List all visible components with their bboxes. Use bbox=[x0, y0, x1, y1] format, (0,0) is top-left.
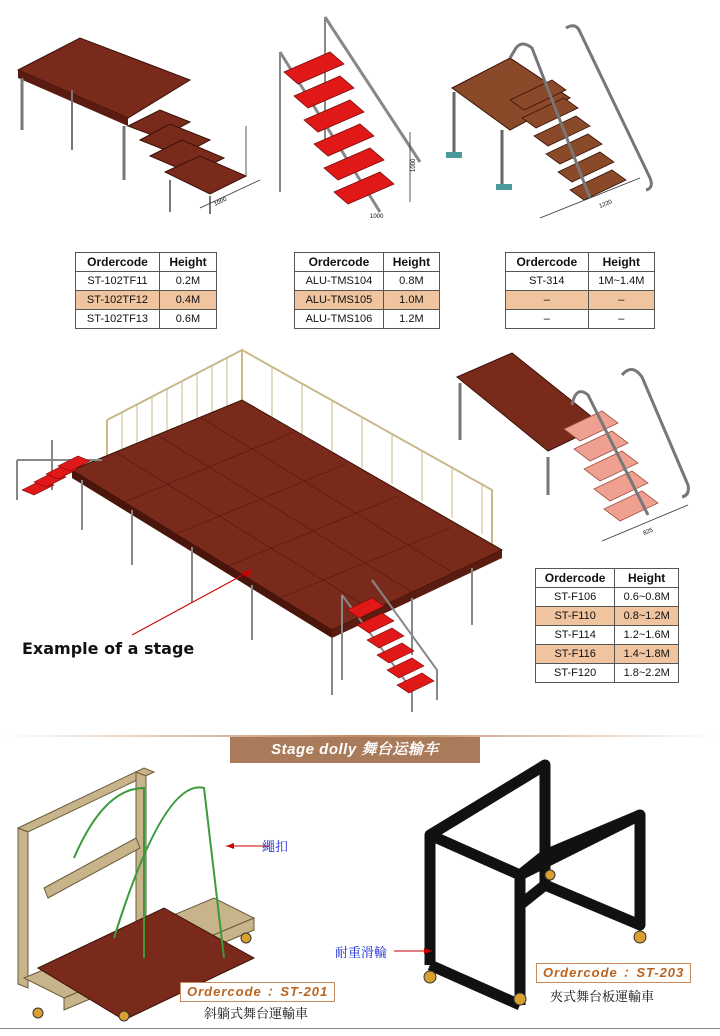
dimension-label: 1000 bbox=[411, 158, 417, 172]
table-cell: 0.2M bbox=[159, 272, 216, 291]
table-cell: ST-102TF11 bbox=[76, 272, 160, 291]
example-stage-illustration bbox=[12, 340, 522, 715]
table-row bbox=[295, 291, 440, 310]
table-row bbox=[536, 645, 679, 664]
red-stair-illustration bbox=[270, 12, 430, 222]
platform-with-steps-illustration bbox=[10, 30, 270, 220]
table-cell: 1.2M bbox=[383, 310, 439, 329]
heavy-duty-wheel-label: 耐重滑輪 bbox=[335, 946, 388, 961]
table-row bbox=[506, 272, 655, 291]
table-cell: 1.0M bbox=[383, 291, 439, 310]
ordercode-st201: Ordercode ：ST-201 bbox=[180, 982, 335, 1002]
dimension-label: 825 bbox=[642, 527, 655, 537]
table-cell: ST-F120 bbox=[536, 664, 615, 683]
table-cell: 1.8~2.2M bbox=[615, 664, 679, 683]
table-header: Height bbox=[383, 253, 439, 272]
table-cell: – bbox=[588, 291, 654, 310]
table-header: Ordercode bbox=[295, 253, 384, 272]
table-cell: 0.8~1.2M bbox=[615, 607, 679, 626]
table-header: Height bbox=[588, 253, 654, 272]
platform-pink-stair-illustration bbox=[452, 345, 692, 550]
table-row bbox=[295, 272, 440, 291]
stage-dolly-banner: Stage dolly 舞台运输车 bbox=[230, 737, 480, 763]
footer-divider bbox=[0, 1028, 720, 1029]
table-row bbox=[536, 607, 679, 626]
dimension-label: 1220 bbox=[598, 199, 614, 210]
table-header: Height bbox=[159, 253, 216, 272]
table-cell: – bbox=[506, 291, 589, 310]
table-cell: ST-F110 bbox=[536, 607, 615, 626]
ordercode-st203: Ordercode ：ST-203 bbox=[536, 963, 691, 983]
table-cell: 1.2~1.6M bbox=[615, 626, 679, 645]
wheel-pointer-arrow bbox=[394, 945, 434, 957]
spec-table-red-stairs bbox=[294, 252, 440, 329]
spec-table-railing-stairs bbox=[505, 252, 655, 329]
dolly-name-st201: 斜躺式舞台運輸車 bbox=[204, 1007, 309, 1022]
dimension-label: 1000 bbox=[370, 214, 384, 220]
table-cell: ST-F116 bbox=[536, 645, 615, 664]
table-row bbox=[506, 310, 655, 329]
table-cell: 0.6M bbox=[159, 310, 216, 329]
table-row bbox=[76, 291, 217, 310]
table-cell: 1M~1.4M bbox=[588, 272, 654, 291]
table-row bbox=[295, 310, 440, 329]
platform-railing-stair-illustration bbox=[440, 18, 670, 243]
table-cell: 0.8M bbox=[383, 272, 439, 291]
table-row bbox=[76, 310, 217, 329]
dolly-name-st203: 夾式舞台板運輸車 bbox=[550, 990, 655, 1005]
table-header: Ordercode bbox=[76, 253, 160, 272]
table-row bbox=[76, 272, 217, 291]
table-cell: ALU-TMS106 bbox=[295, 310, 384, 329]
table-cell: ST-314 bbox=[506, 272, 589, 291]
table-row bbox=[506, 291, 655, 310]
table-cell: ST-F106 bbox=[536, 588, 615, 607]
table-cell: 1.4~1.8M bbox=[615, 645, 679, 664]
strap-label: 繩扣 bbox=[262, 840, 289, 855]
spec-table-pink-stairs bbox=[535, 568, 679, 683]
table-cell: ST-102TF13 bbox=[76, 310, 160, 329]
spec-table-platform-steps bbox=[75, 252, 217, 329]
table-row bbox=[536, 664, 679, 683]
table-cell: 0.4M bbox=[159, 291, 216, 310]
table-cell: ALU-TMS104 bbox=[295, 272, 384, 291]
table-header: Ordercode bbox=[536, 569, 615, 588]
example-stage-caption: Example of a stage bbox=[22, 639, 195, 658]
table-cell: 0.6~0.8M bbox=[615, 588, 679, 607]
table-cell: ST-102TF12 bbox=[76, 291, 160, 310]
table-header: Ordercode bbox=[506, 253, 589, 272]
table-cell: ST-F114 bbox=[536, 626, 615, 645]
table-row bbox=[536, 626, 679, 645]
table-cell: – bbox=[588, 310, 654, 329]
table-header: Height bbox=[615, 569, 679, 588]
table-cell: ALU-TMS105 bbox=[295, 291, 384, 310]
table-cell: – bbox=[506, 310, 589, 329]
table-row bbox=[536, 588, 679, 607]
dimension-label: 1000 bbox=[213, 196, 228, 208]
